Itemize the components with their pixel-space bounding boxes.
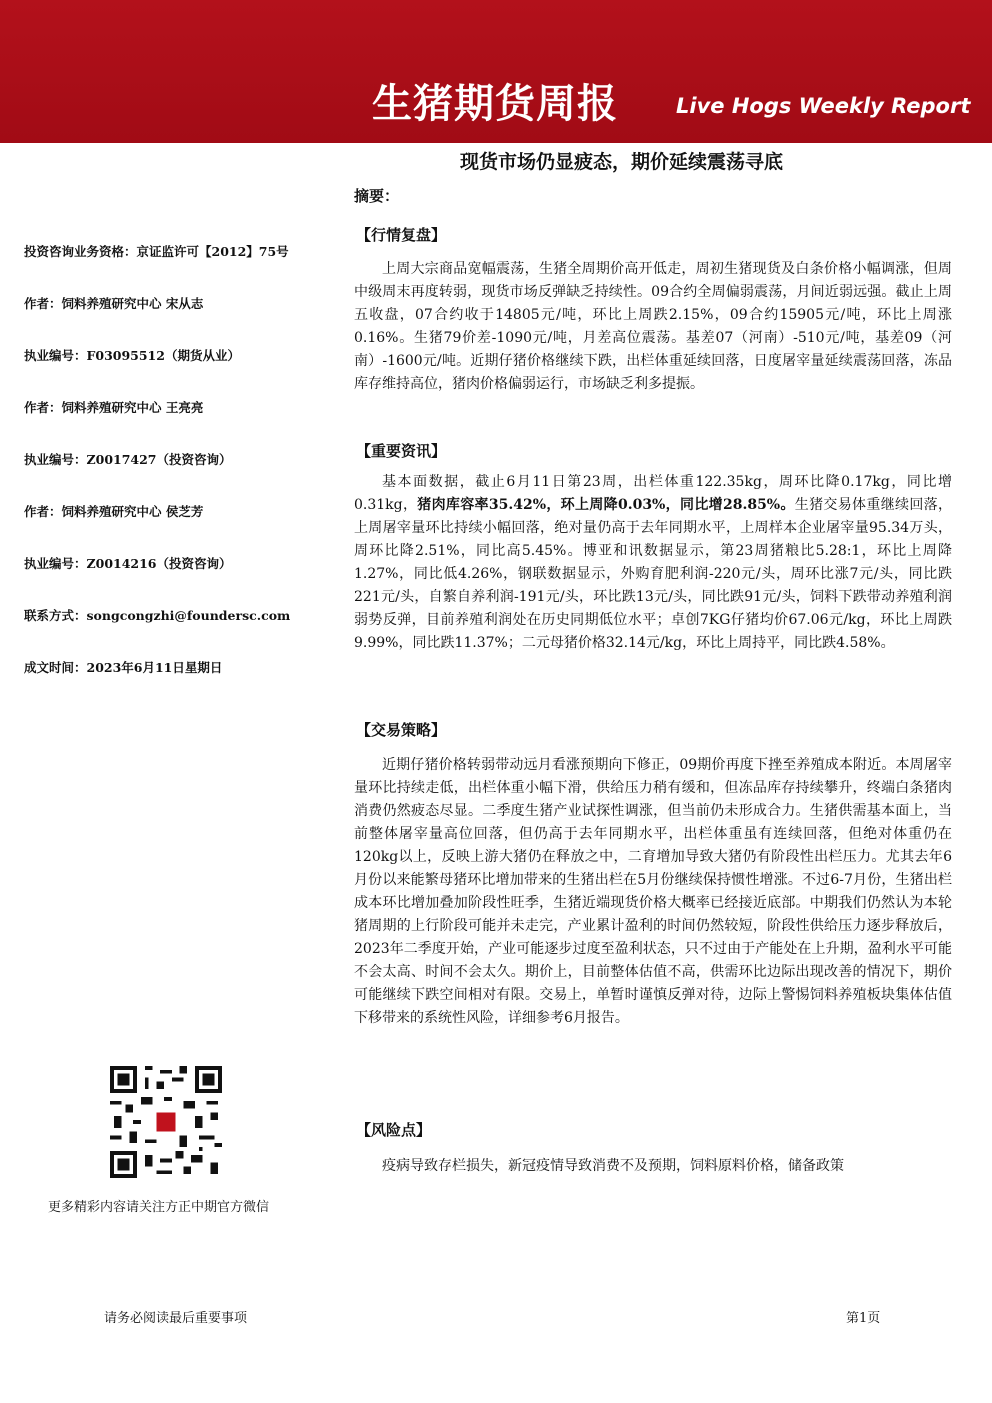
risk-text: 疫病导致存栏损失，新冠疫情导致消费不及预期，饲料原料价格，储备政策: [382, 1158, 844, 1174]
license-3: 执业编号：Z0014216（投资咨询）: [24, 556, 232, 571]
report-title: 生猪期货周报: [372, 81, 618, 127]
qr-caption: 更多精彩内容请关注方正中期官方微信: [48, 1200, 270, 1215]
heading-risk: 【风险点】: [356, 1121, 432, 1139]
license-2: 执业编号：Z0017427（投资咨询）: [24, 452, 232, 467]
market-review-text: 上周大宗商品宽幅震荡，生猪全周期价高开低走，周初生猪现货及白条价格小幅调涨，但周中级周末再度转弱，现货市场反弹缺乏持续性。09合约全周偏弱震荡，月间近弱远强。截止上周五收盘，07合约收于14805元/吨，环比上周跌2.15%，09合约15905元/吨，环比上周涨0.16%。生猪79价差-1090元/吨，月差高位震荡。基差07（河南）-510元/吨，基差09（河南）-1600元/吨。近期仔猪价格继续下跌，出栏体重延续回落，日度屠宰量延续震荡回落，冻品库存维持高位，猪肉价格偏弱运行，市场缺乏利多提振。: [354, 261, 952, 392]
heading-news: 【重要资讯】: [356, 442, 447, 460]
qualification: 投资咨询业务资格：京证监许可【2012】75号: [24, 244, 289, 259]
news-text-b: 生猪交易体重继续回落，上周屠宰量环比持续小幅回落，绝对量仍高于去年同期水平，上周样本企业屠宰量95.34万头，周环比降2.51%，同比高5.45%。博亚和讯数据显示，第23周猪粮比5.28:1，环比上周降1.27%，同比低4.26%，钢联数据显示，外购育肥利润-220元/头，周环比涨7元/头，同比跌221元/头，自繁自养利润-191元/头，环比跌13元/头，同比跌91元/头，饲料下跌带动养殖利润弱势反弹，目前养殖利润处在历史同期低位水平；卓创7KG仔猪均价67.06元/kg，环比上周跌9.99%，同比跌11.37%；二元母猪价格32.14元/kg，环比上周持平，同比跌4.58%。: [354, 497, 952, 651]
author-2: 作者：饲料养殖研究中心 王亮亮: [24, 400, 204, 415]
news-text-highlight: 猪肉库容率35.42%，环上周降0.03%，同比增28.85%。: [417, 497, 795, 513]
news-text: [354, 471, 952, 655]
report-subtitle: Live Hogs Weekly Report: [676, 94, 971, 118]
license-1: 执业编号：F03095512（期货从业）: [24, 348, 240, 363]
heading-strategy: 【交易策略】: [356, 721, 447, 739]
wechat-qr-code: [110, 1066, 222, 1178]
news-text-a: 基本面数据，截止6月11日第23周，出栏体重122.35kg，周环比降0.17kg，同比增0.31kg，: [354, 474, 952, 513]
contact: 联系方式：songcongzhi@foundersc.com: [24, 608, 291, 623]
header-banner: [0, 0, 992, 143]
summary-label: 摘要：: [354, 187, 400, 205]
heading-market-review: 【行情复盘】: [356, 226, 447, 244]
author-3: 作者：饲料养殖研究中心 侯芝芳: [24, 504, 204, 519]
headline: 现货市场仍显疲态，期价延续震荡寻底: [460, 151, 784, 173]
footer-notice: 请务必阅读最后重要事项: [104, 1311, 248, 1326]
page-number: 第1页: [846, 1311, 881, 1326]
publish-date: 成文时间：2023年6月11日星期日: [24, 660, 223, 675]
author-1: 作者：饲料养殖研究中心 宋从志: [24, 296, 204, 311]
strategy-text: 近期仔猪价格转弱带动远月看涨预期向下修正，09期价再度下挫至养殖成本附近。本周屠宰量环比持续走低，出栏体重小幅下滑，供给压力稍有缓和，但冻品库存持续攀升，终端白条猪肉消费仍然疲态尽显。二季度生猪产业试探性调涨，但当前仍未形成合力。生猪供需基本面上，当前整体屠宰量高位回落，但仍高于去年同期水平，出栏体重虽有连续回落，但绝对体重仍在120kg以上，反映上游大猪仍在释放之中，二育增加导致大猪仍有阶段性出栏压力。尤其去年6月份以来能繁母猪环比增加带来的生猪出栏在5月份继续保持惯性增涨。不过6-7月份，生猪出栏成本环比增加叠加阶段性旺季，生猪近端现货价格大概率已经接近底部。中期我们仍然认为本轮猪周期的上行阶段可能并未走完，产业累计盈利的时间仍然较短，阶段性供给压力逐步释放后，2023年二季度开始，产业可能逐步过度至盈利状态，只不过由于产能处在上升期，盈利水平可能不会太高、时间不会太久。期价上，目前整体估值不高，供需环比边际出现改善的情况下，期价可能继续下跌空间相对有限。交易上，单暂时谨慎反弹对待，边际上警惕饲料养殖板块集体估值下移带来的系统性风险，详细参考6月报告。: [354, 757, 952, 1026]
